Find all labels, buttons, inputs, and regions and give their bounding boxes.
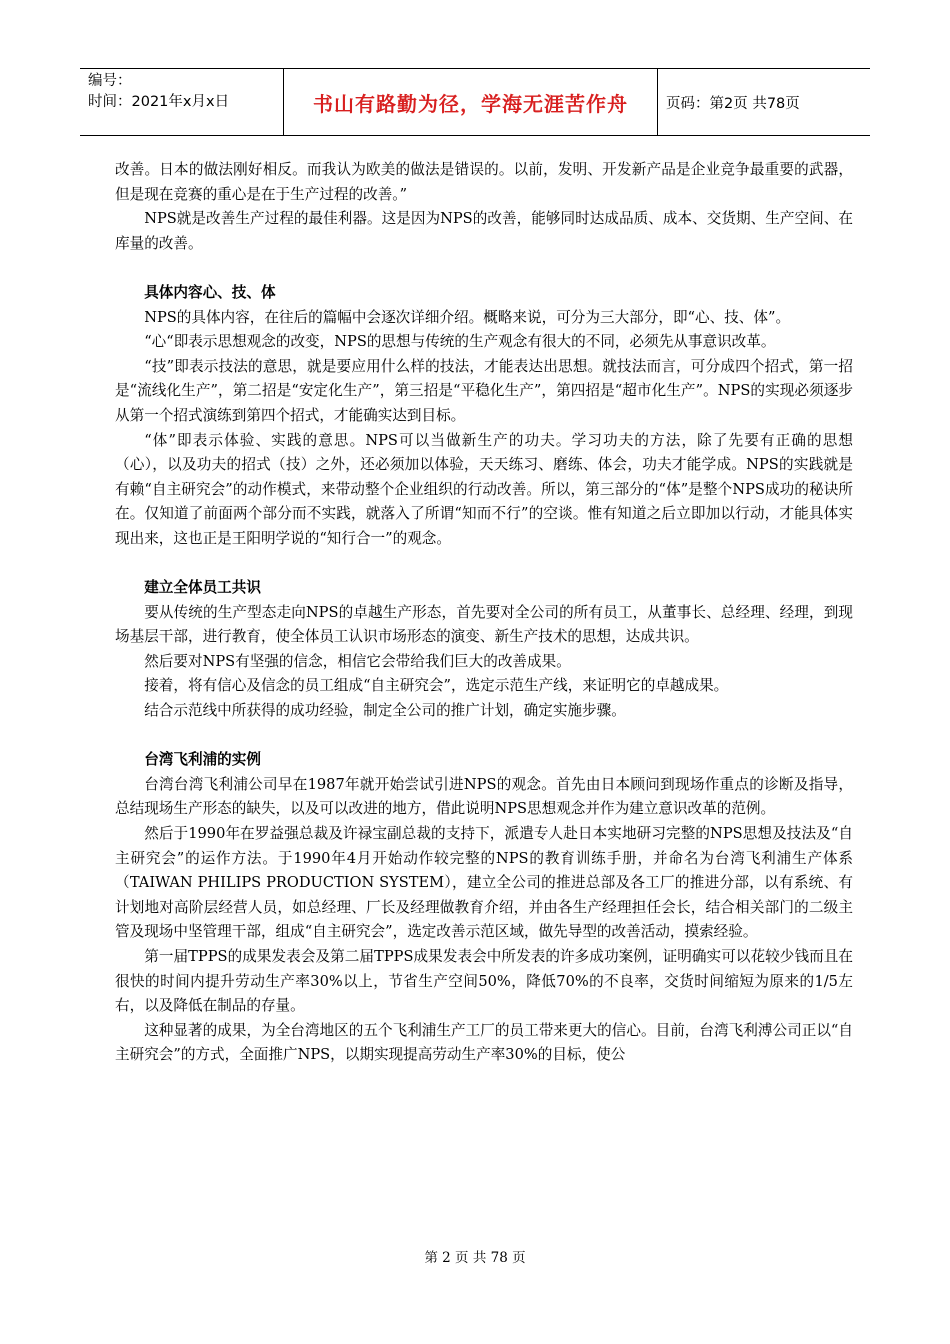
header-page-info: 页码：第2页 共78页 — [666, 95, 800, 112]
doc-number-label: 编号： — [88, 73, 132, 89]
paragraph: 结合示范线中所获得的成功经验，制定全公司的推广计划，确定实施步骤。 — [144, 702, 626, 720]
header-motto: 书山有路勤为径，学海无涯苦作舟 — [313, 91, 628, 116]
section-heading: 台湾飞利浦的实例 — [144, 751, 261, 769]
paragraph: NPS就是改善生产过程的最佳利器。这是因为NPS的改善，能够同时达成品质、成本、交货期、生产空间、在库量的改善。 — [115, 210, 853, 252]
paragraph: “技”即表示技法的意思，就是要应用什么样的技法，才能表达出思想。就技法而言，可分成四个招式，第一招是“流线化生产”，第二招是“安定化生产”，第三招是“平稳化生产”，第四招是“超市化生产”。NPS的实现必须逐步从第一个招式演练到第四个招式，才能确实达到目标。 — [115, 357, 853, 424]
paragraph: “心“即表示思想观念的改变，NPS的思想与传统的生产观念有很大的不同，必须先从事意识改革。 — [144, 333, 776, 351]
document-body — [115, 158, 853, 1068]
paragraph: 第一届TPPS的成果发表会及第二届TPPS成果发表会中所发表的许多成功案例，证明确实可以花较少钱而且在很快的时间内提升劳动生产率30%以上，节省生产空间50%，降低70%的不良率，交货时间缩短为原来的1/5左右，以及降低在制品的存量。 — [115, 948, 853, 1015]
header-motto-cell — [283, 69, 658, 135]
section-heading: 建立全体员工共识 — [144, 579, 261, 597]
paragraph: “体”即表示体验、实践的意思。NPS可以当做新生产的功夫。学习功夫的方法，除了先要有正确的思想（心），以及功夫的招式（技）之外，还必须加以体验，天天练习、磨练、体会，功夫才能学成。NPS的实践就是有赖“自主研究会”的动作模式，来带动整个企业组织的行动改善。所以，第三部分的“体”是整个NPS成功的秘诀所在。仅知道了前面两个部分而不实践，就落入了所谓“知而不行”的空谈。惟有知道之后立即加以行动，才能具体实现出来，这也正是王阳明学说的“知行合一”的观念。 — [115, 431, 853, 547]
paragraph: 改善。日本的做法刚好相反。而我认为欧美的做法是错误的。以前，发明、开发新产品是企业竞争最重要的武器，但是现在竞赛的重心是在于生产过程的改善。” — [115, 161, 853, 203]
paragraph: 然后要对NPS有坚强的信念，相信它会带给我们巨大的改善成果。 — [144, 652, 571, 670]
paragraph: 接着，将有信心及信念的员工组成“自主研究会”，选定示范生产线，来证明它的卓越成果。 — [144, 677, 729, 695]
doc-time-label: 时间：2021年x月x日 — [88, 94, 230, 110]
paragraph: 这种显著的成果，为全台湾地区的五个飞利浦生产工厂的员工带来更大的信心。目前，台湾飞利溥公司正以“自主研究会”的方式，全面推广NPS，以期实现提高劳动生产率30%的目标，使公 — [115, 1021, 853, 1064]
section-heading: 具体内容心、技、体 — [144, 283, 276, 301]
page-footer: 第 2 页 共 78 页 — [424, 1250, 526, 1266]
paragraph: 然后于1990年在罗益强总裁及许禄宝副总裁的支持下，派遣专人赴日本实地研习完整的NPS思想及技法及“自主研究会”的运作方法。于1990年4月开始动作较完整的NPS的教育训练手册，并命名为台湾飞利浦生产体系（TAIWAN PHILIPS PRODUCTION SYSTEM），建立全公司的推进总部及各工厂的推进分部，以有系统、有计划地对高阶层经营人员，如总经理、厂长及经理做教育介绍，并由各生产经理担任会长，结合相关部门的二级主管及现场中坚管理干部，组成“自主研究会”，选定改善示范区域，做先导型的改善活动，摸索经验。 — [115, 825, 853, 941]
page-header — [80, 68, 870, 136]
paragraph: NPS的具体内容，在往后的篇幅中会逐次详细介绍。概略来说，可分为三大部分，即“心、技、体”。 — [144, 308, 791, 326]
paragraph: 要从传统的生产型态走向NPS的卓越生产形态，首先要对全公司的所有员工，从董事长、总经理、经理，到现场基层干部，进行教育，使全体员工认识市场形态的演变、新生产技术的思想，达成共识。 — [115, 603, 853, 646]
paragraph: 台湾台湾飞利浦公司早在1987年就开始尝试引进NPS的观念。首先由日本顾问到现场作重点的诊断及指导，总结现场生产形态的缺失，以及可以改进的地方，借此说明NPS思想观念并作为建立意识改革的范例。 — [115, 775, 853, 818]
header-meta — [80, 69, 283, 135]
